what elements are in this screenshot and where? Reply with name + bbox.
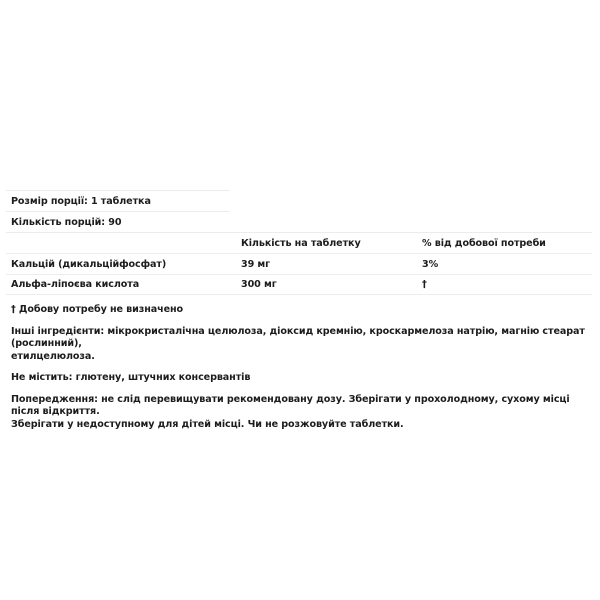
- warning-line2: Зберігати у недоступному для дітей місці. Чи не розжовуйте таблетки.: [11, 418, 404, 430]
- ingredient-daily-value: 3%: [422, 258, 439, 270]
- other-ingredients: [11, 326, 591, 364]
- other-ingredients-line1: Інші інгредієнти: мікрокристалічна целюлоза, діоксид кремнію, кроскармелоза натрію, магнію стеарат (рослинний),: [11, 325, 585, 349]
- ingredient-daily-value: †: [422, 279, 427, 290]
- header-daily-value: % від добової потреби: [422, 237, 546, 249]
- supplement-facts-table: [6, 190, 592, 295]
- warning: [11, 394, 591, 432]
- dagger-footnote: † Добову потребу не визначено: [11, 304, 184, 315]
- ingredient-name: Альфа-ліпоєва кислота: [11, 279, 140, 290]
- serving-size-row: [6, 190, 230, 211]
- warning-line1: Попередження: не слід перевищувати рекомендовану дозу. Зберігати у прохолодному, сухому місці після відкриття.: [11, 393, 570, 417]
- ingredient-amount: 39 мг: [241, 258, 271, 270]
- free-of-statement: Не містить: глютену, штучних консервантів: [11, 372, 251, 383]
- serving-size-label: Розмір порції: 1 таблетка: [11, 195, 151, 207]
- ingredient-name: Кальцій (дикальційфосфат): [11, 258, 167, 270]
- ingredient-amount: 300 мг: [241, 279, 277, 290]
- servings-count-row: [6, 211, 230, 232]
- table-header-row: [6, 232, 592, 253]
- servings-count-label: Кількість порцій: 90: [11, 216, 122, 228]
- product-notes: [11, 304, 591, 440]
- other-ingredients-line2: етилцелюлоза.: [11, 350, 95, 362]
- header-amount: Кількість на таблетку: [241, 237, 361, 249]
- table-row: [6, 253, 592, 274]
- table-row: [6, 274, 592, 295]
